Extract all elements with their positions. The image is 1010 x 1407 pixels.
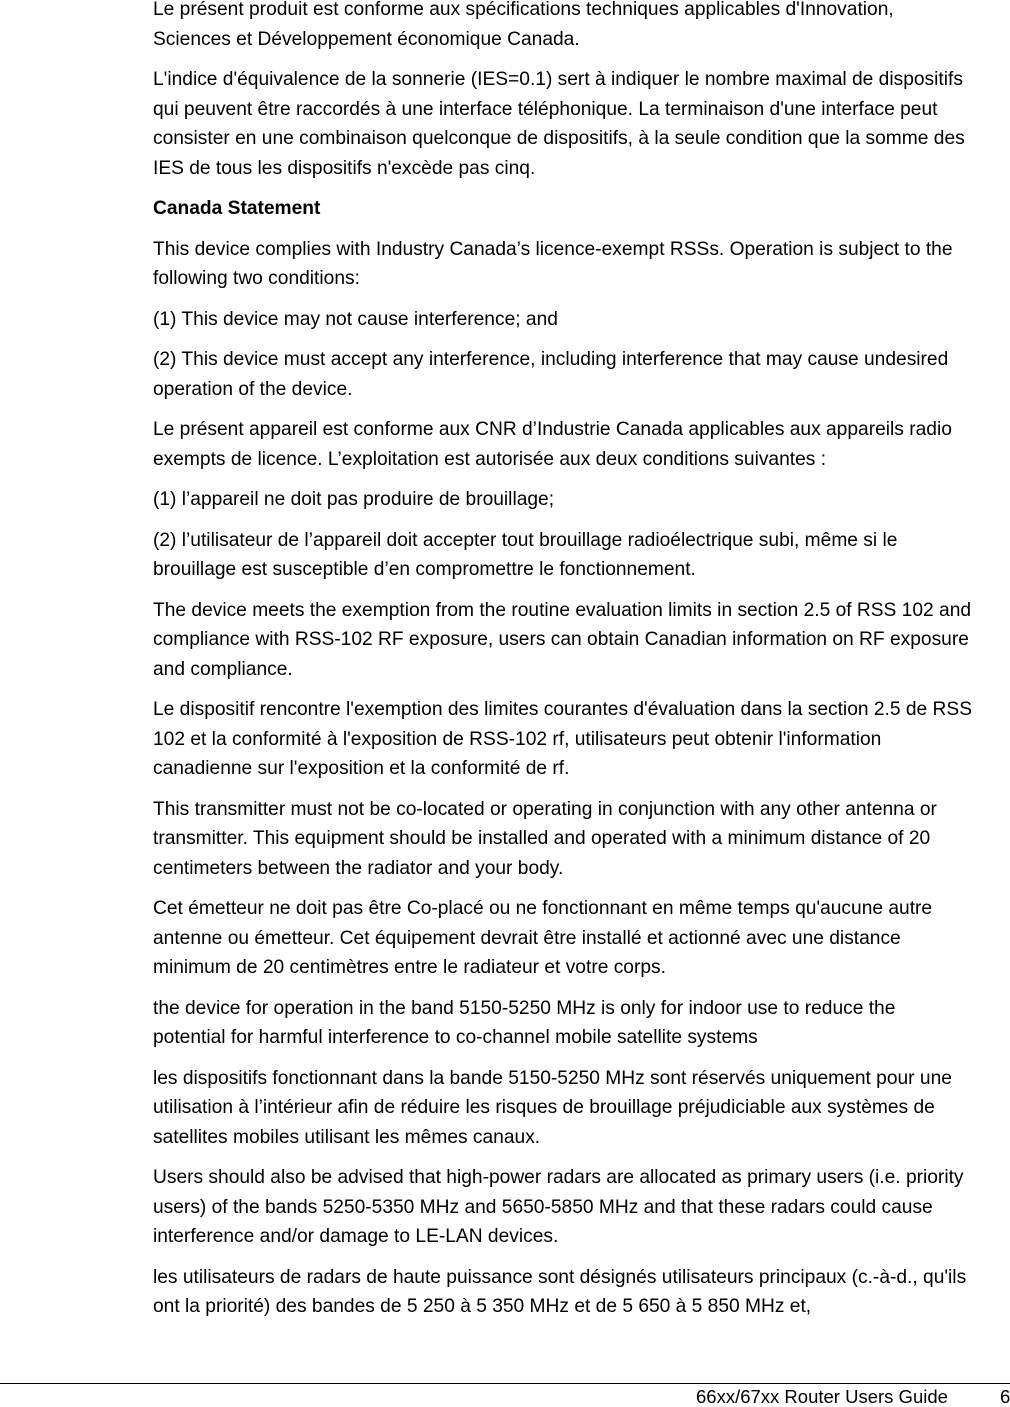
paragraph-condition-2-fr: (2) l’utilisateur de l’appareil doit accepter tout brouillage radioélectrique subi, même si le brouillage est susceptible d’en compromettre le fonctionnement. [153, 529, 898, 580]
footer-page-number: 6 [1000, 1386, 1010, 1407]
paragraph-rss102-exemption: The device meets the exemption from the routine evaluation limits in section 2.5 of RSS 102 and compliance with RSS-102 RF exposure, users can obtain Canadian information on RF exposure and compliance. [153, 599, 972, 680]
paragraph-indoor-band: the device for operation in the band 5150-5250 MHz is only for indoor use to reduce the potential for harmful interference to co-channel mobile satellite systems [153, 997, 896, 1048]
paragraph-co-location-fr: Cet émetteur ne doit pas être Co-placé ou ne fonctionnant en même temps qu'aucune autre antenne ou émetteur. Cet équipement devrait être installé et actionné avec une distance minimum de 20 centimètres entre le radiateur et votre corps. [153, 898, 933, 978]
section-heading-canada-statement: Canada Statement [153, 198, 321, 219]
footer-guide-title: 66xx/67xx Router Users Guide [696, 1386, 948, 1407]
paragraph-high-power-radars-fr: les utilisateurs de radars de haute puissance sont désignés utilisateurs principaux (c.-à-d., qu'ils ont la priorité) des bandes de 5 250 à 5 350 MHz et de 5 650 à 5 850 MHz et, [153, 1266, 967, 1317]
paragraph-condition-2: (2) This device must accept any interference, including interference that may cause undesired operation of the device. [153, 349, 949, 400]
paragraph-cnr-conformity-fr: Le présent appareil est conforme aux CNR d’Industrie Canada applicables aux appareils radio exempts de licence. L’exploitation est autorisée aux deux conditions suivantes : [153, 419, 952, 470]
document-body [153, 0, 973, 1333]
paragraph-rss102-exemption-fr: Le dispositif rencontre l'exemption des limites courantes d'évaluation dans la section 2.5 de RSS 102 et la conformité à l'exposition de RSS-102 rf, utilisateurs peut obtenir l'information canadienne sur l'exposition et la conformité de rf. [153, 699, 972, 779]
paragraph-condition-1: (1) This device may not cause interference; and [153, 308, 558, 330]
paragraph-high-power-radars: Users should also be advised that high-power radars are allocated as primary users (i.e. priority users) of the bands 5250-5350 MHz and 5650-5850 MHz and that these radars could cause interference and/or damage to LE-LAN devices. [153, 1167, 964, 1247]
paragraph-co-location: This transmitter must not be co-located or operating in conjunction with any other antenna or transmitter. This equipment should be installed and operated with a minimum distance of 20 centimeters between the radiator and your body. [153, 798, 937, 879]
paragraph-industry-canada-rss: This device complies with Industry Canada’s licence-exempt RSSs. Operation is subject to the following two conditions: [153, 238, 953, 289]
paragraph-ised-conformity: Le présent produit est conforme aux spécifications techniques applicables d'Innovation, Sciences et Développement économique Canada. [153, 0, 894, 50]
footer-divider [0, 1383, 1010, 1384]
paragraph-ringer-equivalence: L'indice d'équivalence de la sonnerie (IES=0.1) sert à indiquer le nombre maximal de dispositifs qui peuvent être raccordés à une interface téléphonique. La terminaison d'une interface peut consister en une combinaison quelconque de dispositifs, à la seule condition que la somme des IES de tous les dispositifs n'excède pas cinq. [153, 69, 965, 179]
paragraph-condition-1-fr: (1) l’appareil ne doit pas produire de brouillage; [153, 489, 555, 510]
paragraph-indoor-band-fr: les dispositifs fonctionnant dans la bande 5150-5250 MHz sont réservés uniquement pour une utilisation à l’intérieur afin de réduire les risques de brouillage préjudiciable aux systèmes de satellites mobiles utilisant les mêmes canaux. [153, 1067, 952, 1148]
